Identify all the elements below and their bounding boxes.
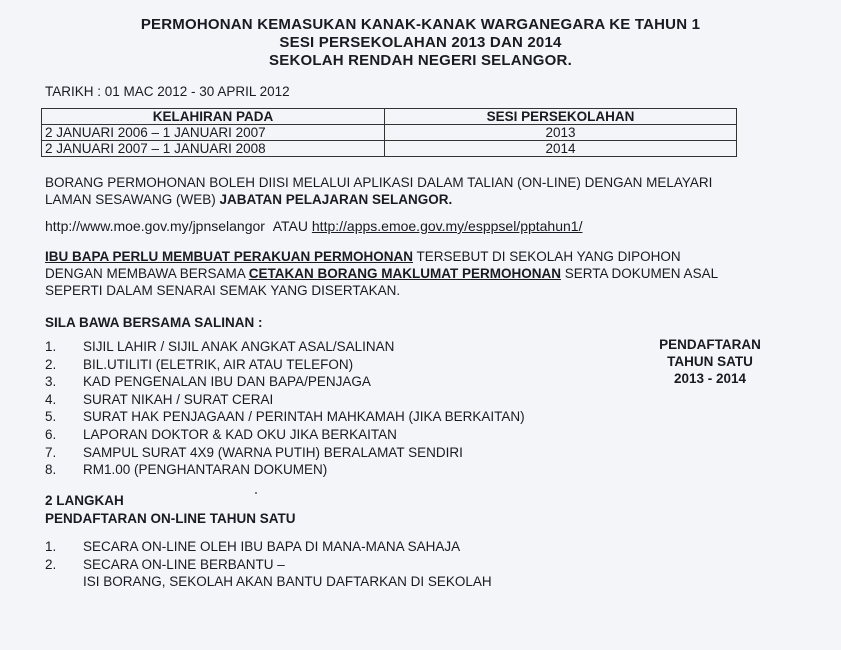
- item-number: 6.: [45, 426, 57, 442]
- item-number: 2.: [45, 356, 57, 372]
- table-cell-session: 2013: [385, 125, 737, 141]
- item-number: 7.: [45, 444, 57, 460]
- table-header-session: SESI PERSEKOLAHAN: [385, 109, 737, 125]
- list-item: [45, 373, 525, 391]
- online-application-text: BORANG PERMOHONAN BOLEH DIISI MELALUI APLIKASI DALAM TALIAN (ON-LINE) DENGAN MELAYARI: [45, 175, 713, 190]
- item-text: SURAT HAK PENJAGAAN / PERINTAH MAHKAMAH (JIKA BERKAITAN): [83, 409, 525, 425]
- item-number: 3.: [45, 374, 57, 390]
- list-item: [45, 444, 525, 462]
- item-text: SECARA ON-LINE BERBANTU –: [83, 556, 285, 572]
- list-item: [45, 426, 525, 444]
- list-item: [45, 408, 525, 426]
- doc-title-line-3: SEKOLAH RENDAH NEGERI SELANGOR.: [269, 52, 572, 69]
- item-text: RM1.00 (PENGHANTARAN DOKUMEN): [83, 462, 328, 478]
- item-number: 1.: [45, 339, 57, 354]
- doc-title-line-2: SESI PERSEKOLAHAN 2013 DAN 2014: [279, 34, 562, 51]
- item-number: 5.: [45, 409, 57, 425]
- list-item: [45, 573, 492, 591]
- item-text: LAPORAN DOKTOR & KAD OKU JIKA BERKAITAN: [83, 426, 397, 442]
- declaration-text-2: [45, 266, 718, 281]
- table-header-birth: KELAHIRAN PADA: [42, 109, 385, 125]
- url-line: [45, 218, 582, 234]
- url-pptahun1-link[interactable]: http://apps.emoe.gov.my/esppsel/pptahun1/: [311, 218, 583, 234]
- item-number: 8.: [45, 462, 57, 478]
- birth-session-table: [41, 108, 737, 157]
- table-cell-session: 2014: [385, 141, 737, 157]
- documents-list: [45, 338, 525, 479]
- declaration-text-1: [45, 249, 681, 264]
- declaration-bring: DENGAN MEMBAWA BERSAMA: [45, 266, 249, 281]
- registration-box: [640, 336, 780, 387]
- table-header-row: [42, 109, 737, 125]
- item-number: 2.: [45, 556, 57, 572]
- item-number: 1.: [45, 539, 57, 554]
- list-item: [45, 461, 525, 479]
- registration-label: PENDAFTARAN: [659, 337, 761, 352]
- session-years: 2013 - 2014: [673, 371, 747, 386]
- stray-mark: [255, 492, 257, 494]
- steps-subheading: PENDAFTARAN ON-LINE TAHUN SATU: [45, 511, 296, 526]
- table-cell-birth: 2 JANUARI 2007 – 1 JANUARI 2008: [42, 141, 385, 157]
- list-item: [45, 338, 525, 356]
- item-text: SECARA ON-LINE OLEH IBU BAPA DI MANA-MANA SAHAJA: [83, 539, 461, 554]
- url-jpn-selangor[interactable]: http://www.moe.gov.my/jpnselangor: [45, 218, 265, 234]
- item-text: SAMPUL SURAT 4X9 (WARNA PUTIH) BERALAMAT SENDIRI: [83, 444, 463, 460]
- item-text: SURAT NIKAH / SURAT CERAI: [83, 391, 274, 407]
- date-line: TARIKH : 01 MAC 2012 - 30 APRIL 2012: [45, 84, 290, 99]
- declaration-text-3: SEPERTI DALAM SENARAI SEMAK YANG DISERTAKAN.: [45, 283, 401, 298]
- year-one-label: TAHUN SATU: [667, 354, 753, 369]
- table-row: [42, 141, 737, 157]
- item-subtext: ISI BORANG, SEKOLAH AKAN BANTU DAFTARKAN DI SEKOLAH: [83, 574, 492, 590]
- list-item: [45, 556, 492, 574]
- online-application-text-2: [45, 192, 452, 207]
- item-number: 4.: [45, 391, 57, 407]
- table-cell-birth: 2 JANUARI 2006 – 1 JANUARI 2007: [42, 125, 385, 141]
- declaration-docs: SERTA DOKUMEN ASAL: [561, 266, 719, 281]
- list-item: [45, 391, 525, 409]
- documents-heading: SILA BAWA BERSAMA SALINAN :: [45, 315, 263, 330]
- table-row: [42, 125, 737, 141]
- department-name: JABATAN PELAJARAN SELANGOR.: [219, 192, 453, 207]
- doc-title-line-1: PERMOHONAN KEMASUKAN KANAK-KANAK WARGANEGARA KE TAHUN 1: [140, 16, 701, 33]
- declaration-emphasis: IBU BAPA PERLU MEMBUAT PERAKUAN PERMOHONAN: [45, 249, 414, 264]
- item-text: BIL.UTILITI (ELETRIK, AIR ATAU TELEFON): [83, 356, 354, 372]
- url-separator: ATAU: [272, 218, 308, 234]
- list-item: [45, 538, 492, 556]
- declaration-rest: TERSEBUT DI SEKOLAH YANG DIPOHON: [413, 249, 681, 264]
- steps-list: [45, 538, 492, 591]
- item-text: SIJIL LAHIR / SIJIL ANAK ANGKAT ASAL/SALINAN: [83, 339, 395, 354]
- printout-emphasis: CETAKAN BORANG MAKLUMAT PERMOHONAN: [248, 266, 562, 281]
- list-item: [45, 356, 525, 374]
- web-label: LAMAN SESAWANG (WEB): [45, 192, 220, 207]
- item-text: KAD PENGENALAN IBU DAN BAPA/PENJAGA: [83, 374, 371, 390]
- steps-heading: 2 LANGKAH: [45, 493, 124, 508]
